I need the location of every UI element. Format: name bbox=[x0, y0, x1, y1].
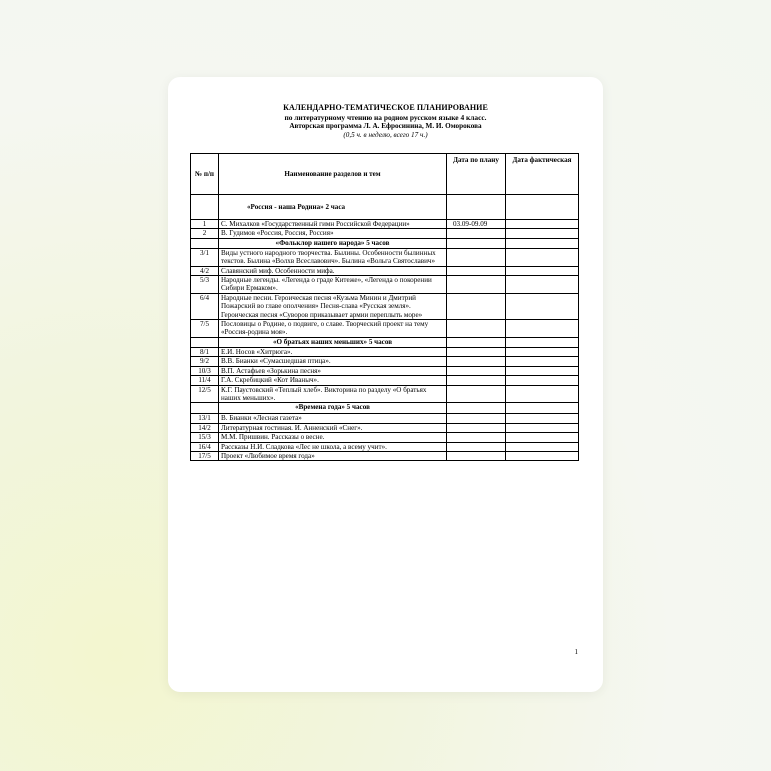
section-plan-cell bbox=[447, 195, 506, 220]
lesson-topic: М.М. Пришвин. Рассказы о весне. bbox=[219, 433, 447, 442]
date-fact bbox=[506, 347, 579, 356]
lesson-topic: Пословицы о Родине, о подвиге, о славе. Творческий проект на тему «Россия-родина моя». bbox=[219, 320, 447, 338]
lesson-topic: Народные легенды. «Легенда о граде Китеже», «Легенда о покорении Сибири Ермаком». bbox=[219, 276, 447, 294]
lesson-topic: Литературная гостиная. И. Анненский «Снег». bbox=[219, 423, 447, 432]
lesson-number: 11/4 bbox=[191, 376, 219, 385]
date-fact bbox=[506, 220, 579, 229]
table-row bbox=[191, 451, 579, 460]
table-row bbox=[191, 276, 579, 294]
document-title: КАЛЕНДАРНО-ТЕМАТИЧЕСКОЕ ПЛАНИРОВАНИЕ bbox=[283, 103, 488, 112]
lesson-topic: В. Гудимов «Россия, Россия, Россия» bbox=[219, 229, 447, 238]
planning-table bbox=[190, 153, 579, 461]
date-fact bbox=[506, 320, 579, 338]
table-row bbox=[191, 357, 579, 366]
section-plan-cell bbox=[447, 337, 506, 347]
lesson-topic: В.П. Астафьев «Зорькина песня» bbox=[219, 366, 447, 375]
table-row bbox=[191, 423, 579, 432]
document-header bbox=[168, 103, 603, 140]
lesson-number: 4/2 bbox=[191, 266, 219, 275]
lesson-number: 9/2 bbox=[191, 357, 219, 366]
table-row bbox=[191, 320, 579, 338]
document-page bbox=[168, 77, 603, 692]
hours-line: (0,5 ч. в неделю, всего 17 ч.) bbox=[343, 131, 428, 139]
table-row bbox=[191, 293, 579, 319]
date-plan bbox=[447, 357, 506, 366]
section-fact-cell bbox=[506, 195, 579, 220]
section-fact-cell bbox=[506, 238, 579, 248]
date-plan bbox=[447, 451, 506, 460]
date-plan bbox=[447, 366, 506, 375]
table-row bbox=[191, 266, 579, 275]
section-fact-cell bbox=[506, 403, 579, 414]
date-fact bbox=[506, 442, 579, 451]
date-plan bbox=[447, 266, 506, 275]
lesson-topic: Народные песни. Героическая песня «Кузьма Минин и Дмитрий Пожарский во главе ополчения» Песня-слава «Русская земля». Героическая песня «Суворов приказывает армии переплыть море» bbox=[219, 293, 447, 319]
section-row bbox=[191, 195, 579, 220]
page-number: 1 bbox=[574, 648, 578, 656]
date-plan: 03.09-09.09 bbox=[447, 220, 506, 229]
section-num-cell bbox=[191, 337, 219, 347]
program-line: Авторская программа Л. А. Ефросинина, М. И. Оморокова bbox=[289, 122, 482, 130]
lesson-number: 5/3 bbox=[191, 276, 219, 294]
lesson-number: 8/1 bbox=[191, 347, 219, 356]
date-plan bbox=[447, 320, 506, 338]
table-row bbox=[191, 220, 579, 229]
date-plan bbox=[447, 442, 506, 451]
section-num-cell bbox=[191, 403, 219, 414]
lesson-number: 13/1 bbox=[191, 414, 219, 423]
date-fact bbox=[506, 293, 579, 319]
header-fact: Дата фактическая bbox=[506, 154, 579, 195]
lesson-number: 3/1 bbox=[191, 248, 219, 266]
lesson-topic: Е.И. Носов «Хитрюга». bbox=[219, 347, 447, 356]
section-title: «Фольклор нашего народа» 5 часов bbox=[219, 238, 447, 248]
table-row bbox=[191, 433, 579, 442]
table-row bbox=[191, 376, 579, 385]
lesson-number: 17/5 bbox=[191, 451, 219, 460]
table-row bbox=[191, 366, 579, 375]
lesson-number: 1 bbox=[191, 220, 219, 229]
lesson-number: 6/4 bbox=[191, 293, 219, 319]
date-plan bbox=[447, 376, 506, 385]
table-row bbox=[191, 442, 579, 451]
document-subtitle: по литературному чтению на родном русском языке 4 класс. bbox=[284, 113, 487, 122]
section-row bbox=[191, 337, 579, 347]
section-plan-cell bbox=[447, 238, 506, 248]
date-plan bbox=[447, 414, 506, 423]
table-header-row bbox=[191, 154, 579, 195]
lesson-number: 15/3 bbox=[191, 433, 219, 442]
lesson-topic: Виды устного народного творчества. Былины. Особенности былинных текстов. Былина «Волхв Всеславович». Былина «Вольга Святославич» bbox=[219, 248, 447, 266]
section-row bbox=[191, 238, 579, 248]
lesson-topic: В.В. Бианки «Сумасшедшая птица». bbox=[219, 357, 447, 366]
date-fact bbox=[506, 376, 579, 385]
lesson-number: 7/5 bbox=[191, 320, 219, 338]
section-row bbox=[191, 403, 579, 414]
lesson-number: 10/3 bbox=[191, 366, 219, 375]
date-plan bbox=[447, 248, 506, 266]
lesson-topic: В. Бианки «Лесная газета» bbox=[219, 414, 447, 423]
section-num-cell bbox=[191, 195, 219, 220]
section-fact-cell bbox=[506, 337, 579, 347]
date-fact bbox=[506, 451, 579, 460]
table-row bbox=[191, 229, 579, 238]
date-fact bbox=[506, 266, 579, 275]
date-plan bbox=[447, 229, 506, 238]
lesson-topic: Рассказы Н.И. Сладкова «Лес не школа, а всему учит». bbox=[219, 442, 447, 451]
date-plan bbox=[447, 347, 506, 356]
section-plan-cell bbox=[447, 403, 506, 414]
lesson-topic: Г.А. Скребицкий «Кот Иваныч». bbox=[219, 376, 447, 385]
date-plan bbox=[447, 423, 506, 432]
date-plan bbox=[447, 293, 506, 319]
lesson-number: 2 bbox=[191, 229, 219, 238]
table-row bbox=[191, 347, 579, 356]
section-title: «Времена года» 5 часов bbox=[219, 403, 447, 414]
date-plan bbox=[447, 433, 506, 442]
section-title: «Россия - наша Родина» 2 часа bbox=[219, 195, 447, 220]
lesson-topic: К.Г. Паустовский «Теплый хлеб». Викторина по разделу «О братьях наших меньших». bbox=[219, 385, 447, 403]
date-fact bbox=[506, 433, 579, 442]
section-title: «О братьях наших меньших» 5 часов bbox=[219, 337, 447, 347]
header-name: Наименование разделов и тем bbox=[219, 154, 447, 195]
date-fact bbox=[506, 276, 579, 294]
lesson-topic: Славянский миф. Особенности мифа. bbox=[219, 266, 447, 275]
header-num: № п/п bbox=[191, 154, 219, 195]
date-fact bbox=[506, 366, 579, 375]
date-fact bbox=[506, 385, 579, 403]
lesson-topic: Проект «Любимое время года» bbox=[219, 451, 447, 460]
lesson-topic: С. Михалков «Государственный гимн Российской Федерации» bbox=[219, 220, 447, 229]
table-row bbox=[191, 385, 579, 403]
date-fact bbox=[506, 229, 579, 238]
date-fact bbox=[506, 248, 579, 266]
lesson-number: 16/4 bbox=[191, 442, 219, 451]
date-fact bbox=[506, 423, 579, 432]
lesson-number: 12/5 bbox=[191, 385, 219, 403]
date-fact bbox=[506, 414, 579, 423]
table-row bbox=[191, 414, 579, 423]
date-fact bbox=[506, 357, 579, 366]
lesson-number: 14/2 bbox=[191, 423, 219, 432]
date-plan bbox=[447, 385, 506, 403]
date-plan bbox=[447, 276, 506, 294]
header-plan: Дата по плану bbox=[447, 154, 506, 195]
section-num-cell bbox=[191, 238, 219, 248]
table-row bbox=[191, 248, 579, 266]
